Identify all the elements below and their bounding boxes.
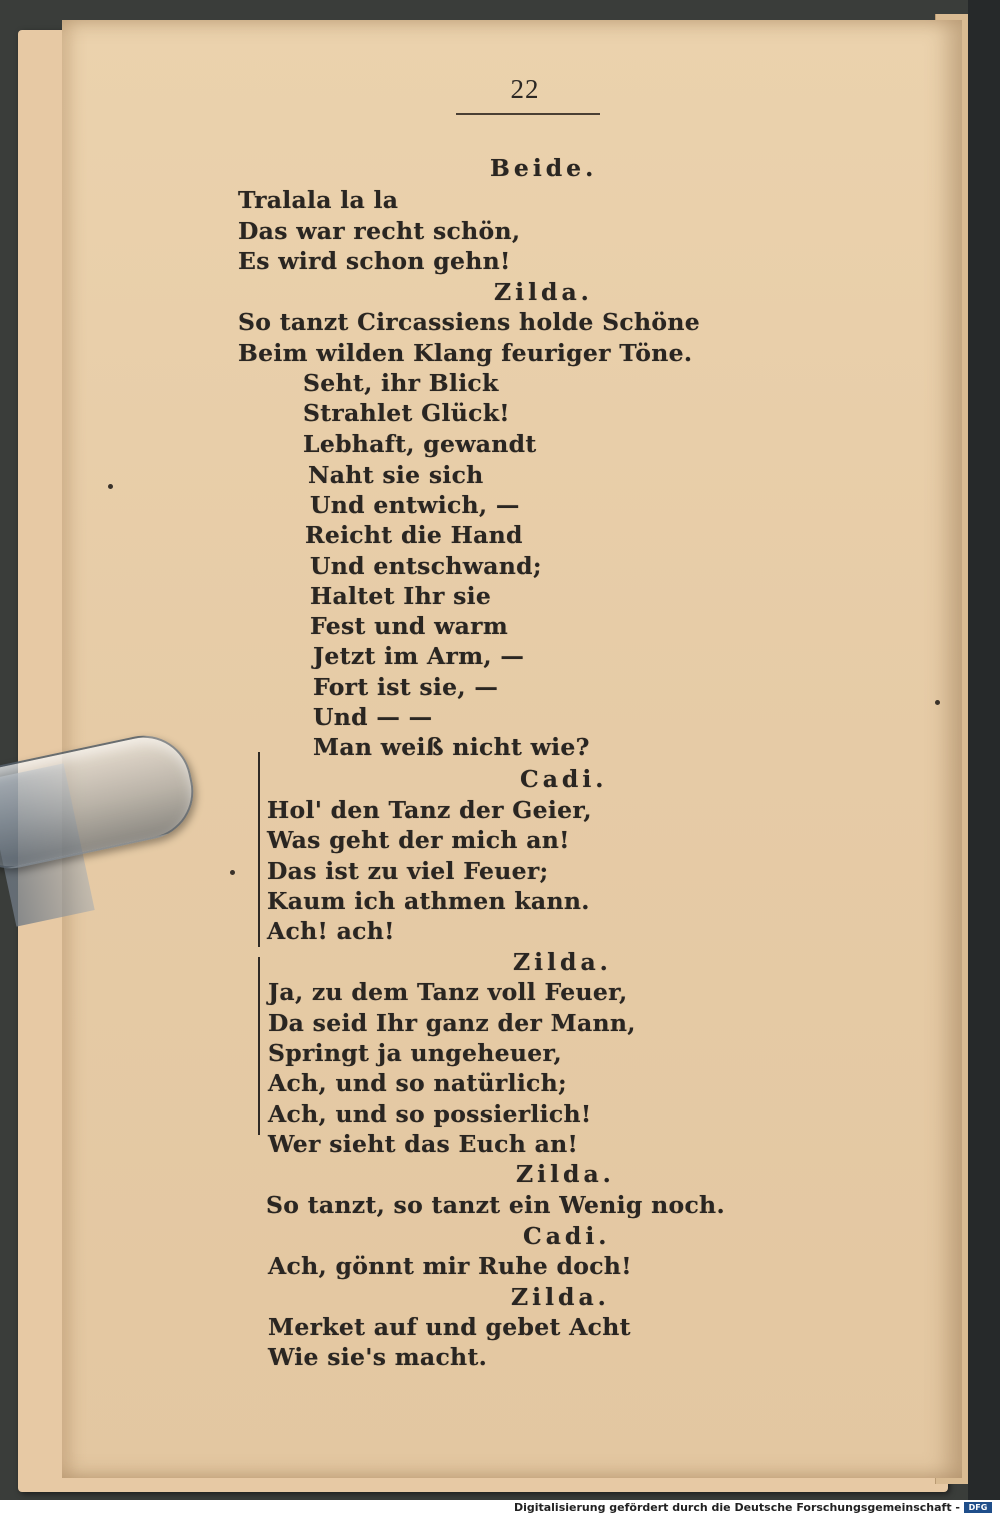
speaker-name: Cadi. [523,1222,611,1250]
specks [108,484,113,489]
verse-line: Hol' den Tanz der Geier, [267,796,592,824]
verse-line: Ach, und so possierlich! [268,1100,592,1128]
verse-line: Ja, zu dem Tanz voll Feuer, [268,978,628,1006]
footer-credit: Digitalisierung gefördert durch die Deutsche Forschungsgemeinschaft - [513,1501,960,1514]
speaker-name: Zilda. [511,1283,610,1311]
verse-line: Das war recht schön, [238,217,521,245]
dfg-logo: DFG [964,1502,992,1513]
verse-line: Fort ist sie, — [313,673,499,701]
speaker-name: Zilda. [494,278,593,306]
verse-line: Lebhaft, gewandt [303,430,537,458]
verse-line: Man weiß nicht wie? [313,733,590,761]
verse-line: Kaum ich athmen kann. [267,887,590,915]
verse-line: Was geht der mich an! [267,826,570,854]
speaker-name: Zilda. [516,1160,615,1188]
verse-line: Wie sie's macht. [268,1343,488,1371]
verse-line: Merket auf und gebet Acht [268,1313,631,1341]
bracket-zilda [258,957,260,1135]
verse-line: Strahlet Glück! [303,399,510,427]
verse-line: Und entschwand; [310,552,542,580]
verse-line: Seht, ihr Blick [303,369,499,397]
verse-line: Das ist zu viel Feuer; [267,857,549,885]
bracket-cadi [258,752,260,947]
verse-line: Es wird schon gehn! [238,247,511,275]
verse-line: Reicht die Hand [305,521,523,549]
specks [935,700,940,705]
verse-line: Und entwich, — [310,491,520,519]
speaker-name: Cadi. [520,765,608,793]
specks [230,870,235,875]
verse-line: Und — — [313,703,433,731]
speaker-name: Beide. [490,154,598,182]
verse-line: Beim wilden Klang feuriger Töne. [238,339,693,367]
verse-line: So tanzt, so tanzt ein Wenig noch. [266,1191,725,1219]
footer-bar [0,1500,1000,1516]
page-number: 22 [510,74,540,104]
verse-line: So tanzt Circassiens holde Schöne [238,308,700,336]
verse-line: Springt ja ungeheuer, [268,1039,562,1067]
verse-line: Ach! ach! [267,917,395,945]
verse-line: Haltet Ihr sie [310,582,492,610]
verse-line: Tralala la la [238,186,399,214]
verse-line: Fest und warm [310,612,509,640]
speaker-name: Zilda. [513,948,612,976]
verse-line: Wer sieht das Euch an! [268,1130,579,1158]
verse-line: Ach, und so natürlich; [268,1069,568,1097]
verse-line: Jetzt im Arm, — [313,642,525,670]
verse-line: Naht sie sich [308,461,484,489]
verse-line: Ach, gönnt mir Ruhe doch! [268,1252,632,1280]
verse-line: Da seid Ihr ganz der Mann, [268,1009,636,1037]
